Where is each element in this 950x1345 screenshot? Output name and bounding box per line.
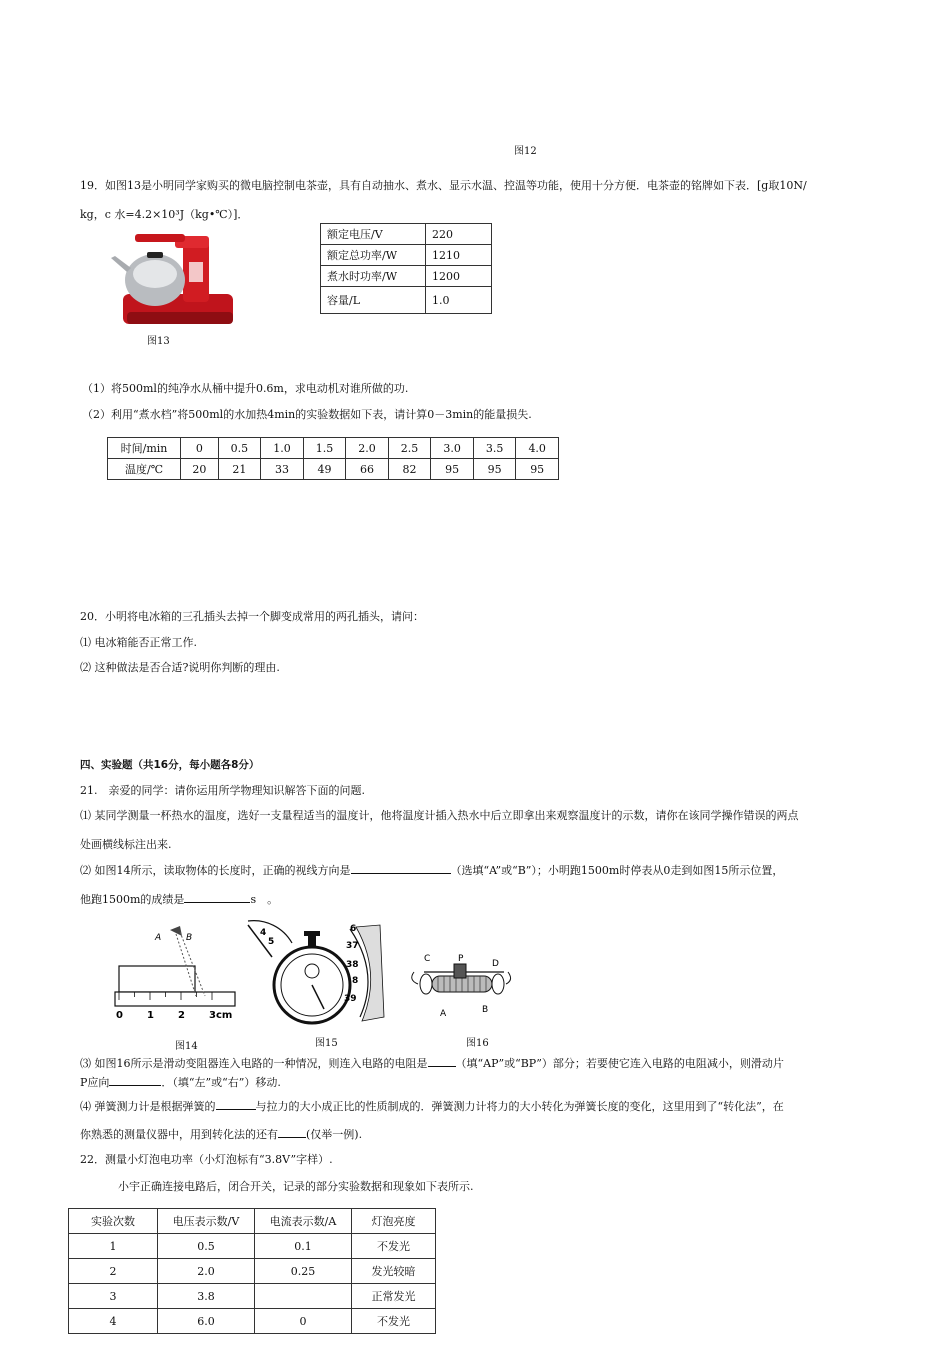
table-cell: 正常发光 — [352, 1284, 436, 1309]
q21-p3b-post: ．（填“左”或“右”）移动. — [161, 1076, 281, 1089]
terminal-label: C — [424, 954, 431, 964]
q21-p3a — [80, 1056, 784, 1071]
terminal-label: B — [482, 1005, 489, 1015]
ruler-label: 1 — [147, 1010, 154, 1021]
q21-p4a — [80, 1099, 784, 1114]
q21-p1a: ⑴ 某同学测量一杯热水的温度，选好一支量程适当的温度计，他将温度计插入热水中后立即拿出来观察温度计的示数，请你在该同学操作错误的两点 — [80, 809, 799, 822]
terminal-label: P — [458, 954, 464, 964]
table-cell: 发光较暗 — [352, 1259, 436, 1284]
table-row — [108, 438, 559, 459]
q21-p4b-post: (仅举一例). — [306, 1128, 363, 1141]
table-row — [69, 1259, 436, 1284]
q21-p2a-pre: ⑵ 如图14所示，读取物体的长度时，正确的视线方向是 — [80, 864, 351, 877]
fig14-ruler-diagram — [110, 922, 240, 1022]
ruler-label: 3cm — [209, 1010, 233, 1021]
table-row — [108, 459, 559, 480]
q21-p2a — [80, 863, 783, 878]
q21-p2a-post: （选填“A”或“B”）；小明跑1500m时停表从0走到如图15所示位置， — [450, 864, 784, 877]
kettle-image — [105, 232, 240, 332]
fig15-caption: 图15 — [315, 1038, 338, 1049]
q22-line2: 小宇正确连接电路后，闭合开关，记录的部分实验数据和现象如下表所示. — [118, 1180, 474, 1193]
table-cell: 0.25 — [255, 1259, 352, 1284]
q20-sub2: ⑵ 这种做法是否合适?说明你判断的理由. — [80, 661, 280, 674]
dial-label: 8 — [352, 976, 359, 986]
fig16-rheostat — [404, 950, 514, 1020]
table-cell: 2 — [69, 1259, 158, 1284]
q19-sub2: （2）利用“煮水档”将500ml的水加热4min的实验数据如下表，请计算0－3min的能量损失. — [82, 408, 532, 421]
terminal-label: D — [492, 959, 499, 969]
table-cell: 0.5 — [158, 1234, 255, 1259]
table-cell: 95 — [431, 459, 474, 480]
table-cell: 3.0 — [431, 438, 474, 459]
fig16-caption: 图16 — [466, 1038, 489, 1049]
table-cell — [255, 1284, 352, 1309]
table-cell: 33 — [261, 459, 304, 480]
table-cell: 温度/℃ — [108, 459, 181, 480]
table-cell: 3.5 — [473, 438, 516, 459]
q21-p4b — [80, 1127, 362, 1142]
dial-label: 5 — [268, 937, 275, 947]
spec-value: 1210 — [426, 245, 492, 266]
temperature-table — [107, 437, 559, 480]
table-cell: 1.0 — [261, 438, 304, 459]
spec-label: 煮水时功率/W — [321, 266, 426, 287]
section-heading: 四、实验题（共16分，每小题各8分） — [80, 759, 260, 771]
q19-line1: 19．如图13是小明同学家购买的微电脑控制电茶壶，具有自动抽水、煮水、显示水温、控温等功能，使用十分方便．电茶壶的铭牌如下表．[g取10N/ — [80, 179, 807, 192]
table-row — [69, 1234, 436, 1259]
answer-blank[interactable] — [216, 1099, 256, 1110]
q21-p2b-pre: 他跑1500m的成绩是 — [80, 893, 185, 906]
dial-label: 38 — [346, 960, 359, 970]
answer-blank[interactable] — [278, 1127, 306, 1138]
table-cell: 4 — [69, 1309, 158, 1334]
eye-label: B — [186, 933, 193, 943]
q21-p3a-post: （填“AP”或“BP”）部分；若要使它连入电路的电阻减小，则滑动片 — [455, 1057, 784, 1070]
table-row — [69, 1284, 436, 1309]
spec-table — [320, 223, 492, 314]
table-header: 电压表示数/V — [158, 1209, 255, 1234]
spec-label: 额定总功率/W — [321, 245, 426, 266]
terminal-label: A — [440, 1009, 447, 1019]
dial-label: 39 — [344, 994, 357, 1004]
table-cell: 20 — [181, 459, 219, 480]
q21-p1b: 处画横线标注出来. — [80, 838, 172, 851]
table-cell: 4.0 — [516, 438, 559, 459]
eye-label: A — [155, 933, 162, 943]
ruler-label: 0 — [116, 1010, 123, 1021]
table-cell: 6.0 — [158, 1309, 255, 1334]
table-row — [321, 224, 492, 245]
dial-label: 6 — [350, 924, 357, 934]
q21-p4a-pre: ⑷ 弹簧测力计是根据弹簧的 — [80, 1100, 216, 1113]
table-cell: 2.5 — [388, 438, 431, 459]
q19-sub1: （1）将500ml的纯净水从桶中提升0.6m，求电动机对谁所做的功. — [82, 382, 409, 395]
answer-blank[interactable] — [109, 1075, 161, 1086]
q20-sub1: ⑴ 电冰箱能否正常工作. — [80, 636, 197, 649]
fig15-stopwatch — [242, 917, 392, 1027]
spec-label: 容量/L — [321, 287, 426, 314]
spec-value: 1.0 — [426, 287, 492, 314]
table-row — [321, 245, 492, 266]
table-cell: 0.5 — [218, 438, 261, 459]
table-cell: 2.0 — [158, 1259, 255, 1284]
q20-line1: 20．小明将电冰箱的三孔插头去掉一个脚变成常用的两孔插头，请问： — [80, 610, 424, 623]
q21-p3a-pre: ⑶ 如图16所示是滑动变阻器连入电路的一种情况，则连入电路的电阻是 — [80, 1057, 428, 1070]
table-cell: 1 — [69, 1234, 158, 1259]
table-cell: 82 — [388, 459, 431, 480]
table-cell: 0 — [181, 438, 219, 459]
table-cell: 0 — [255, 1309, 352, 1334]
answer-blank[interactable] — [184, 892, 250, 903]
spec-value: 220 — [426, 224, 492, 245]
q21-p3b-pre: P应向 — [80, 1076, 110, 1089]
q22-line1: 22．测量小灯泡电功率（小灯泡标有“3.8V”字样）. — [80, 1153, 333, 1166]
table-cell: 49 — [303, 459, 346, 480]
table-cell: 2.0 — [346, 438, 389, 459]
fig13-caption: 图13 — [147, 336, 170, 347]
spec-label: 额定电压/V — [321, 224, 426, 245]
dial-label: 37 — [346, 941, 359, 951]
table-cell: 21 — [218, 459, 261, 480]
table-header: 电流表示数/A — [255, 1209, 352, 1234]
q21-p3b — [80, 1075, 281, 1090]
fig14-caption: 图14 — [175, 1041, 198, 1052]
table-header: 实验次数 — [69, 1209, 158, 1234]
q21-p4b-pre: 你熟悉的测量仪器中，用到转化法的还有 — [80, 1128, 278, 1141]
table-cell: 时间/min — [108, 438, 181, 459]
ruler-label: 2 — [178, 1010, 185, 1021]
table-row — [69, 1309, 436, 1334]
answer-blank[interactable] — [351, 863, 451, 874]
q19-line2: kg，c 水=4.2×10³J（kg•℃）]． — [80, 208, 249, 221]
q21-p4a-post: 与拉力的大小成正比的性质制成的．弹簧测力计将力的大小转化为弹簧长度的变化，这里用到了“转化法”，在 — [255, 1100, 784, 1113]
q21-p2b-post: s 。 — [250, 893, 279, 906]
table-cell: 不发光 — [352, 1234, 436, 1259]
table-cell: 1.5 — [303, 438, 346, 459]
table-cell: 不发光 — [352, 1309, 436, 1334]
experiment-table — [68, 1208, 436, 1334]
dial-label: 4 — [260, 928, 267, 938]
table-cell: 0.1 — [255, 1234, 352, 1259]
answer-blank[interactable] — [428, 1056, 456, 1067]
table-header-row — [69, 1209, 436, 1234]
table-row — [321, 266, 492, 287]
table-row — [321, 287, 492, 314]
table-header: 灯泡亮度 — [352, 1209, 436, 1234]
table-cell: 3.8 — [158, 1284, 255, 1309]
q21-line1: 21. 亲爱的同学：请你运用所学物理知识解答下面的问题. — [80, 784, 365, 797]
table-cell: 66 — [346, 459, 389, 480]
spec-value: 1200 — [426, 266, 492, 287]
fig12-caption: 图12 — [514, 146, 537, 157]
table-cell: 3 — [69, 1284, 158, 1309]
table-cell: 95 — [473, 459, 516, 480]
table-cell: 95 — [516, 459, 559, 480]
q21-p2b — [80, 892, 278, 907]
